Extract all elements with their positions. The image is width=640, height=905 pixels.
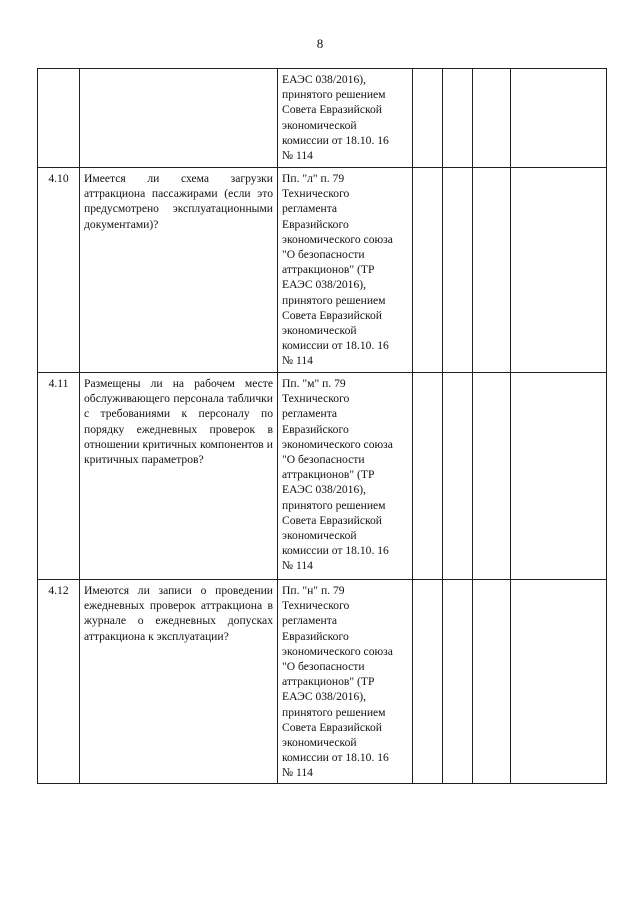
- item-number: 4.12: [38, 580, 80, 784]
- answer-no-cell: [443, 580, 473, 784]
- question-text: Размещены ли на рабочем месте обслуживающего персонала таблички с требованиями к персоналу по порядку ежедневных проверок в отношении критичных компонентов и критичных параметров?: [80, 373, 278, 580]
- question-text: Имеются ли записи о проведении ежедневных проверок аттракциона в журнале о ежедневных допусках аттракциона к эксплуатации?: [80, 580, 278, 784]
- question-text: [80, 69, 278, 168]
- notes-cell: [511, 373, 607, 580]
- table-row: [38, 69, 607, 168]
- legal-reference: Пп. "н" п. 79 Технического регламента Евразийского экономического союза "О безопасности аттракционов" (ТР ЕАЭС 038/2016), принятого решением Совета Евразийской экономической комиссии от 18.10. 16 № 114: [278, 580, 413, 784]
- notes-cell: [511, 69, 607, 168]
- answer-yes-cell: [413, 69, 443, 168]
- answer-yes-cell: [413, 373, 443, 580]
- item-number: 4.10: [38, 168, 80, 373]
- answer-na-cell: [473, 580, 511, 784]
- notes-cell: [511, 168, 607, 373]
- answer-no-cell: [443, 373, 473, 580]
- legal-reference: Пп. "л" п. 79 Технического регламента Евразийского экономического союза "О безопасности аттракционов" (ТР ЕАЭС 038/2016), принятого решением Совета Евразийской экономической комиссии от 18.10. 16 № 114: [278, 168, 413, 373]
- item-number: [38, 69, 80, 168]
- answer-yes-cell: [413, 168, 443, 373]
- answer-yes-cell: [413, 580, 443, 784]
- notes-cell: [511, 580, 607, 784]
- table-row: [38, 580, 607, 784]
- item-number: 4.11: [38, 373, 80, 580]
- page-number: 8: [316, 36, 324, 51]
- checklist-table: [37, 68, 607, 784]
- question-text: Имеется ли схема загрузки аттракциона пассажирами (если это предусмотрено эксплуатационными документами)?: [80, 168, 278, 373]
- table-row: [38, 373, 607, 580]
- legal-reference: ЕАЭС 038/2016), принятого решением Совета Евразийской экономической комиссии от 18.10. 16 № 114: [278, 69, 413, 168]
- legal-reference: Пп. "м" п. 79 Технического регламента Евразийского экономического союза "О безопасности аттракционов" (ТР ЕАЭС 038/2016), принятого решением Совета Евразийской экономической комиссии от 18.10. 16 № 114: [278, 373, 413, 580]
- answer-no-cell: [443, 69, 473, 168]
- answer-no-cell: [443, 168, 473, 373]
- answer-na-cell: [473, 69, 511, 168]
- answer-na-cell: [473, 168, 511, 373]
- table-row: [38, 168, 607, 373]
- answer-na-cell: [473, 373, 511, 580]
